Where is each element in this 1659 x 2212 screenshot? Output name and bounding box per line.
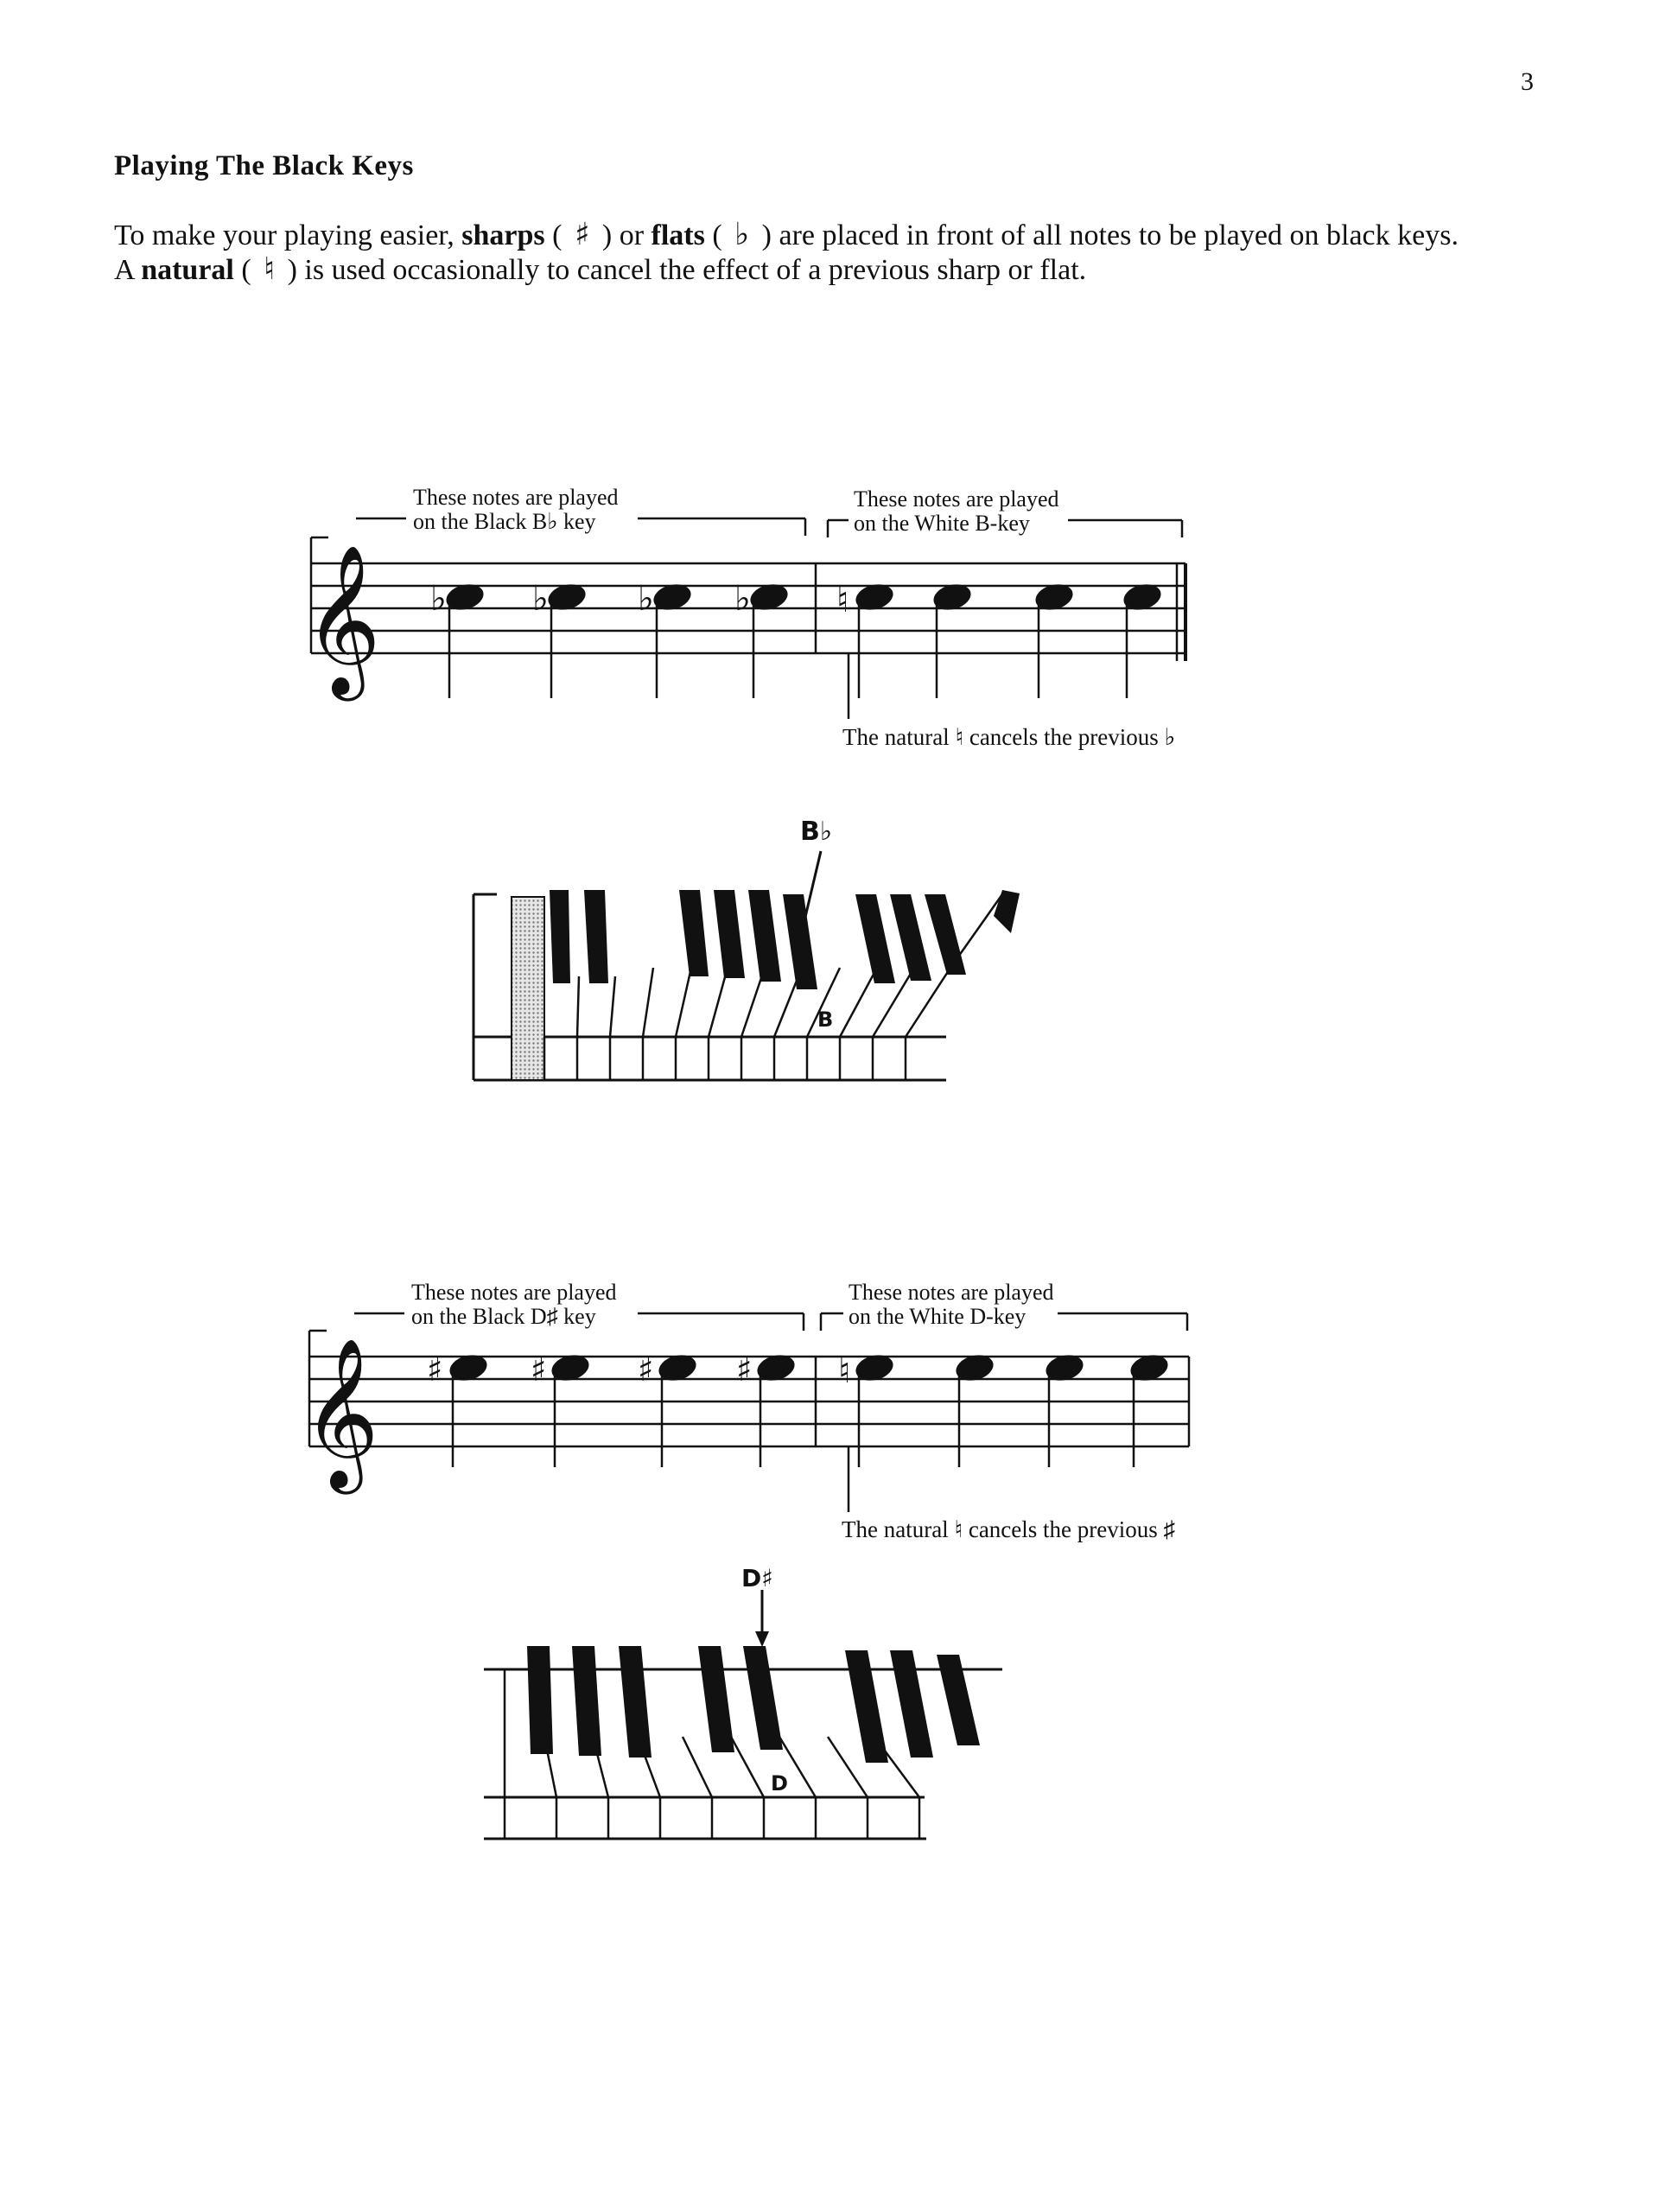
sharp-symbol: ♯ — [574, 216, 590, 252]
flat-accidental: ♭ — [638, 579, 654, 619]
note-group-natural-d — [838, 1351, 1171, 1467]
intro-text-3: ) or — [594, 219, 652, 251]
intro-paragraph — [114, 218, 1462, 287]
intro-text-7: ) is used occasionally to cancel the effect of a previous sharp or flat. — [280, 254, 1087, 286]
sharps-term: sharps — [461, 219, 545, 251]
page-number: 3 — [1521, 67, 1534, 96]
intro-text-2: ( — [544, 219, 569, 251]
note-group-sharp-d — [427, 1351, 798, 1467]
white-key-label: D — [771, 1771, 788, 1796]
sharp-accidental: ♯ — [638, 1351, 654, 1389]
treble-clef: 𝄞 — [304, 544, 381, 695]
keyboard-example-1 — [0, 817, 1659, 1097]
flat-accidental: ♭ — [734, 579, 751, 619]
white-key-label: B — [817, 1007, 834, 1032]
sharp-accidental: ♯ — [427, 1351, 443, 1389]
note-group-flat-b — [430, 579, 791, 698]
flat-symbol: ♭ — [734, 216, 750, 252]
black-keys — [550, 890, 1020, 989]
caption-white-key-line-1: These notes are played — [849, 1280, 1054, 1305]
intro-text-6: ( — [233, 254, 259, 286]
note-group-natural-b — [836, 581, 1164, 698]
sharp-accidental: ♯ — [531, 1351, 547, 1389]
treble-clef: 𝄞 — [302, 1338, 379, 1488]
black-keys — [527, 1646, 980, 1763]
natural-symbol: ♮ — [264, 251, 276, 287]
caption-white-key-line-1: These notes are played — [854, 486, 1059, 512]
black-key-label: B♭ — [800, 817, 833, 847]
natural-accidental: ♮ — [836, 581, 849, 620]
caption-black-key-line-2: on the Black B♭ key — [413, 509, 596, 534]
intro-text-4: ( — [704, 219, 730, 251]
sharp-accidental: ♯ — [736, 1351, 753, 1389]
footnote-example-1: The natural ♮ cancels the previous ♭ — [842, 724, 1176, 750]
keyboard-example-2 — [0, 1564, 1659, 1849]
black-key-label: D♯ — [741, 1564, 773, 1592]
intro-text-1: To make your playing easier, — [114, 219, 462, 251]
arrow-head — [755, 1631, 769, 1647]
flats-term: flats — [651, 219, 705, 251]
caption-black-key-line-1: These notes are played — [413, 485, 619, 510]
staff-example-1 — [0, 467, 1659, 726]
section-heading: Playing The Black Keys — [114, 150, 414, 181]
natural-accidental: ♮ — [838, 1351, 851, 1391]
footnote-example-2: The natural ♮ cancels the previous ♯ — [842, 1516, 1176, 1542]
flat-accidental: ♭ — [430, 579, 447, 619]
caption-white-key-line-2: on the White D-key — [849, 1304, 1027, 1329]
staff-example-2 — [0, 1260, 1659, 1519]
caption-black-key-line-2: on the Black D♯ key — [411, 1304, 596, 1329]
intro-text-5: ) are placed in front of all notes to be played on black keys. A — [114, 219, 1459, 286]
natural-term: natural — [141, 254, 234, 286]
caption-black-key-line-1: These notes are played — [411, 1280, 617, 1305]
caption-white-key-line-2: on the White B-key — [854, 511, 1030, 536]
flat-accidental: ♭ — [532, 579, 549, 619]
